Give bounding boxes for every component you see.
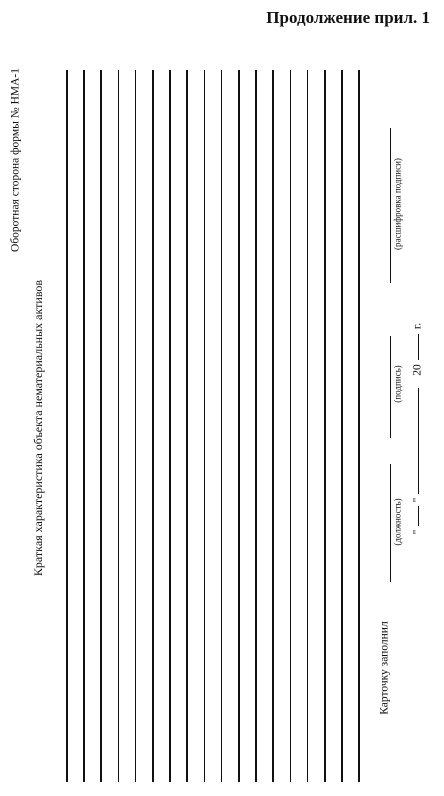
signature-decode-caption: (расшифровка подписи) xyxy=(392,158,403,250)
position-line xyxy=(390,464,391,582)
ruled-line xyxy=(255,70,257,782)
ruled-line xyxy=(100,70,102,782)
ruled-line xyxy=(204,70,206,782)
date-month-blank xyxy=(418,388,419,494)
ruled-line xyxy=(290,70,292,782)
ruled-line xyxy=(272,70,274,782)
position-caption: (должность) xyxy=(392,498,403,546)
ruled-line xyxy=(135,70,137,782)
signature-caption: (подпись) xyxy=(392,365,403,403)
date-quote-open: " xyxy=(411,529,424,535)
date-quote-close: " xyxy=(411,497,424,503)
ruled-line xyxy=(152,70,154,782)
ruled-line xyxy=(324,70,326,782)
ruled-line xyxy=(83,70,85,782)
section-title: Краткая характеристика объекта нематериальных активов xyxy=(31,279,45,577)
ruled-line xyxy=(358,70,360,782)
filled-by-label: Карточку заполнил xyxy=(378,621,391,715)
ruled-line xyxy=(341,70,343,782)
date-year-suffix: г. xyxy=(411,322,424,330)
continuation-header: Продолжение прил. 1 xyxy=(266,8,430,27)
ruled-line xyxy=(186,70,188,782)
ruled-line xyxy=(238,70,240,782)
ruled-line xyxy=(118,70,120,782)
ruled-line xyxy=(66,70,68,782)
date-day-blank xyxy=(418,506,419,526)
signature-decode-line xyxy=(390,128,391,283)
ruled-line xyxy=(221,70,223,782)
date-year-blank xyxy=(418,334,419,360)
ruled-line xyxy=(307,70,309,782)
ruled-line xyxy=(169,70,171,782)
form-code-label: Оборотная сторона формы № НМА-1 xyxy=(9,68,22,252)
date-year-prefix: 20 xyxy=(411,364,424,376)
signature-line xyxy=(390,336,391,438)
